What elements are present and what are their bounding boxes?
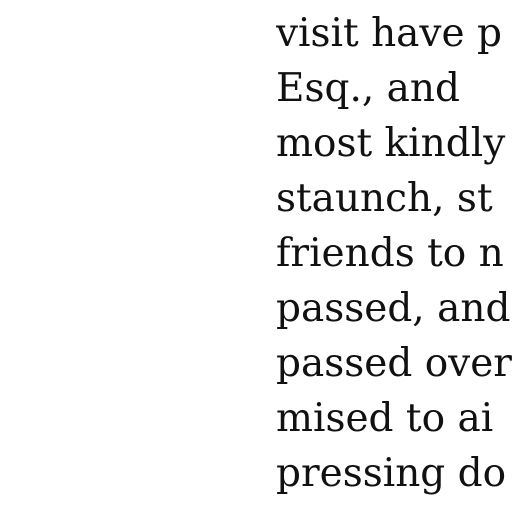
text-line: most kindly <box>276 121 506 166</box>
text-line: passed, and <box>276 286 511 331</box>
text-line: staunch, st <box>276 176 493 221</box>
text-column <box>276 6 512 501</box>
text-line: mised to ai <box>276 396 494 441</box>
text-line: passed over <box>276 341 512 386</box>
text-line: visit have p <box>276 11 502 56</box>
text-line: Esq., and <box>276 66 460 111</box>
text-line: friends to n <box>276 231 504 276</box>
text-line: pressing do <box>276 451 507 496</box>
